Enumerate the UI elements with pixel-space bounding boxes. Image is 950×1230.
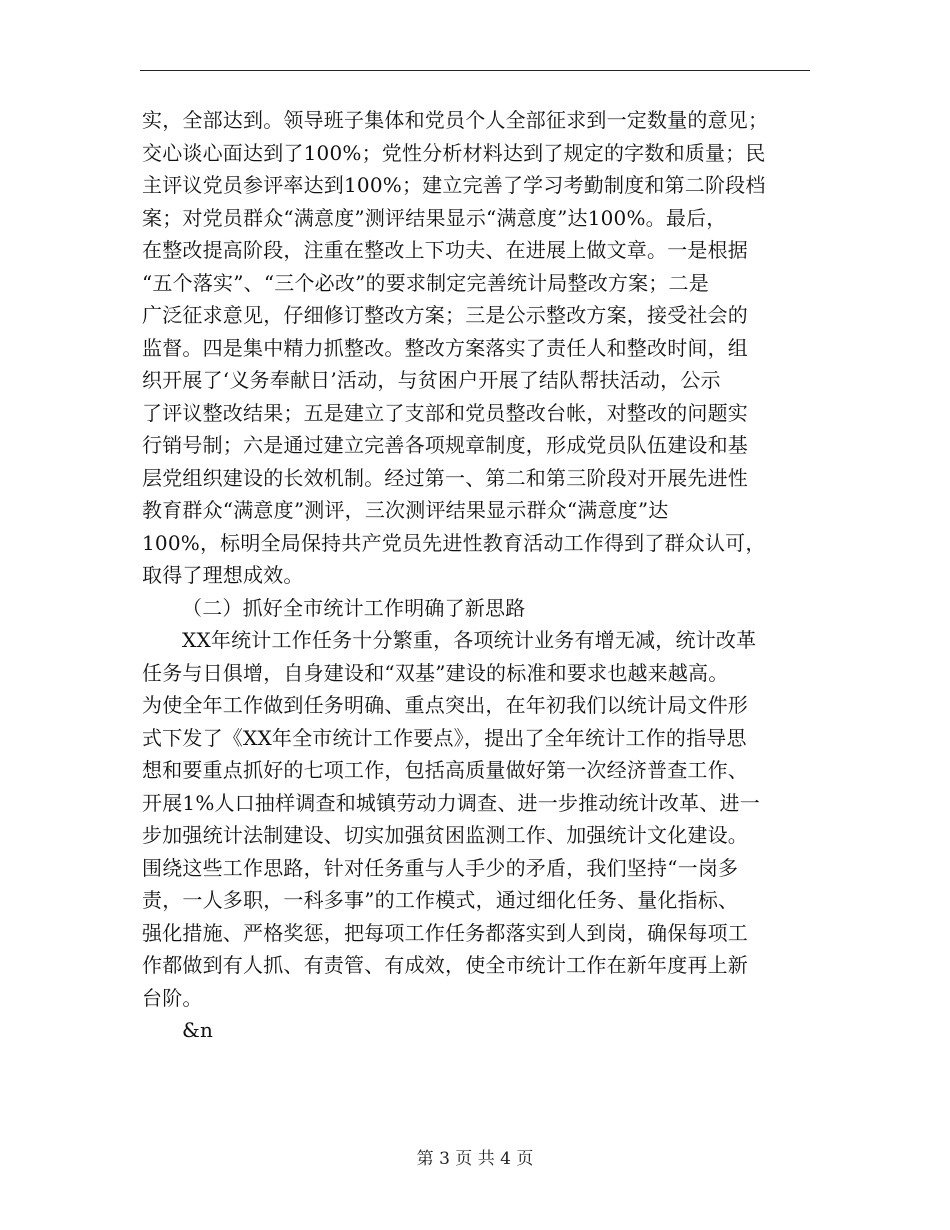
paragraph-line: 责，一人多职，一科多事”的工作模式，通过细化任务、量化指标、	[142, 888, 739, 912]
paragraph-line: 主评议党员参评率达到100%；建立完善了学习考勤制度和第二阶段档	[142, 173, 766, 197]
paragraph-line: “五个落实”、“三个必改”的要求制定完善统计局整改方案；二是	[142, 270, 709, 295]
header-rule	[140, 70, 810, 71]
paragraph-line: 织开展了‘义务奉献日’活动，与贫困户开展了结队帮扶活动，公示	[142, 368, 721, 392]
paragraph-line: 式下发了《XX年全市统计工作要点》，提出了全年统计工作的指导思	[142, 725, 747, 750]
section-heading: （二）抓好全市统计工作明确了新思路	[182, 595, 526, 620]
paragraph-line: 了评议整改结果；五是建立了支部和党员整改台帐，对整改的问题实	[142, 400, 748, 425]
paragraph-line: 为使全年工作做到任务明确、重点突出，在年初我们以统计局文件形	[142, 693, 748, 717]
page-number-footer: 第 3 页 共 4 页	[416, 1149, 534, 1169]
paragraph-line: 作都做到有人抓、有责管、有成效，使全市统计工作在新年度再上新	[142, 953, 748, 977]
paragraph-line: 交心谈心面达到了100%；党性分析材料达到了规定的字数和质量；民	[142, 140, 766, 165]
paragraph-line: 步加强统计法制建设、切实加强贫困监测工作、加强统计文化建设。	[142, 823, 748, 847]
paragraph-line: 行销号制；六是通过建立完善各项规章制度，形成党员队伍建设和基	[142, 433, 748, 457]
paragraph-line: 围绕这些工作思路，针对任务重与人手少的矛盾，我们坚持“一岗多	[142, 855, 739, 880]
paragraph-line: 开展1%人口抽样调查和城镇劳动力调查、进一步推动统计改革、进一	[142, 790, 760, 815]
paragraph-line: 案；对党员群众“满意度”测评结果显示“满意度”达100%。最后，	[142, 205, 727, 230]
paragraph-line: 广泛征求意见，仔细修订整改方案；三是公示整改方案，接受社会的	[142, 303, 748, 327]
document-body	[142, 104, 822, 1047]
paragraph-line: 台阶。	[142, 985, 203, 1010]
paragraph-line: 想和要重点抓好的七项工作，包括高质量做好第一次经济普查工作、	[142, 758, 748, 782]
paragraph-line: 任务与日俱增，自身建设和“双基”建设的标准和要求也越来越高。	[142, 660, 729, 685]
trailing-fragment: &n	[182, 1018, 214, 1042]
paragraph-line: 强化措施、严格奖惩，把每项工作任务都落实到人到岗，确保每项工	[142, 920, 748, 945]
paragraph-line: 取得了理想成效。	[142, 563, 304, 587]
paragraph-line: 教育群众“满意度”测评，三次测评结果显示群众“满意度”达	[142, 498, 669, 522]
paragraph-line: 100%，标明全局保持共产党员先进性教育活动工作得到了群众认可，	[142, 530, 766, 555]
paragraph-line: XX年统计工作任务十分繁重，各项统计业务有增无减，统计改革	[182, 628, 757, 652]
paragraph-line: 监督。四是集中精力抓整改。整改方案落实了责任人和整改时间，组	[142, 335, 748, 360]
paragraph-line: 层党组织建设的长效机制。经过第一、第二和第三阶段对开展先进性	[142, 465, 748, 490]
paragraph-line: 在整改提高阶段，注重在整改上下功夫、在进展上做文章。一是根据	[142, 238, 748, 262]
paragraph-line: 实，全部达到。领导班子集体和党员个人全部征求到一定数量的意见；	[142, 108, 769, 132]
